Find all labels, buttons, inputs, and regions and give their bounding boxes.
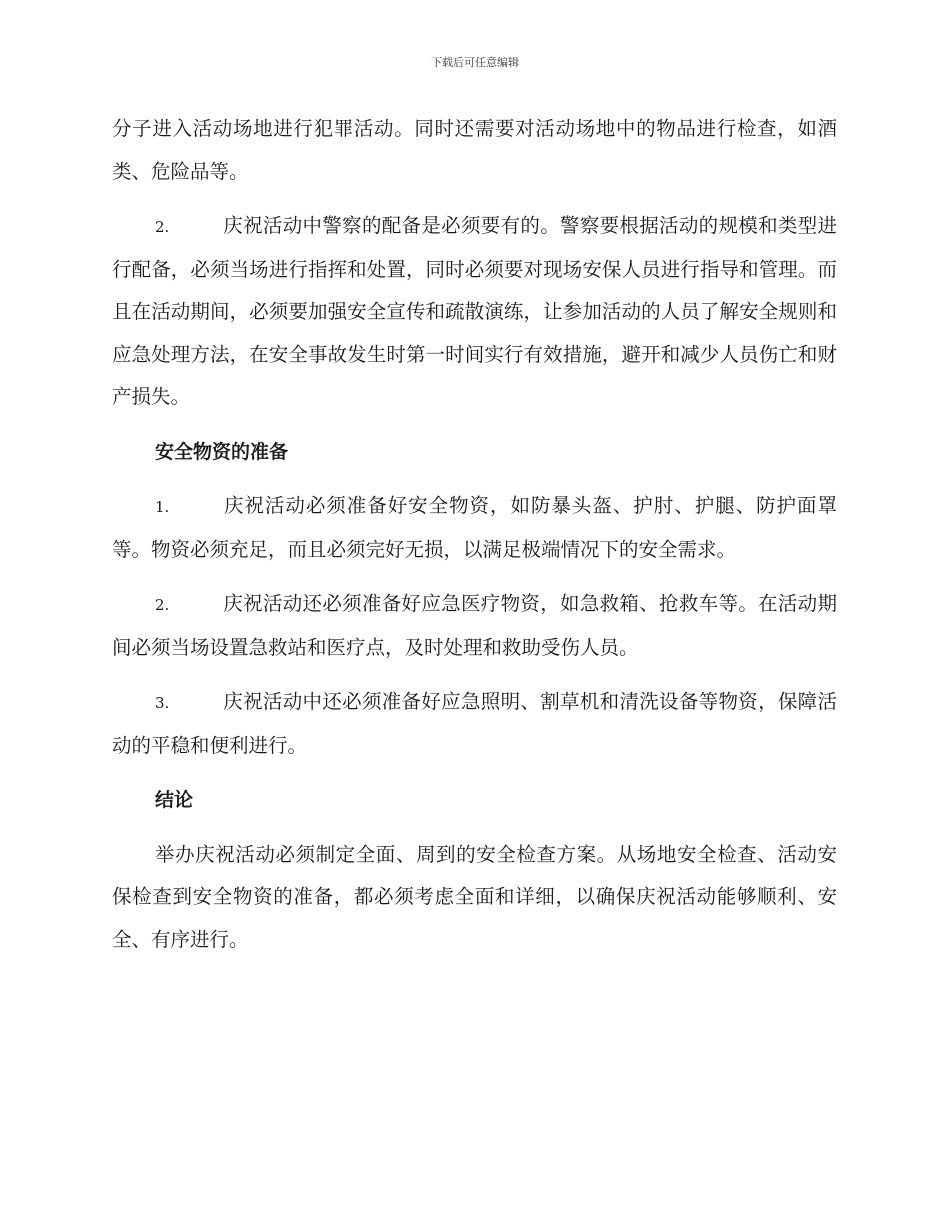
paragraph-continuation: 分子进入活动场地进行犯罪活动。同时还需要对活动场地中的物品进行检查，如酒类、危险品等。 [112, 117, 837, 183]
list-item-safety-supplies [112, 485, 837, 571]
document-body [112, 108, 837, 973]
list-number: 3. [155, 694, 170, 712]
section-heading-supplies: 安全物资的准备 [155, 440, 289, 463]
list-item-equipment [112, 681, 837, 767]
list-item-police [112, 205, 837, 419]
list-item-text: 庆祝活动中警察的配备是必须要有的。警察要根据活动的规模和类型进行配备，必须当场进行指挥和处置，同时必须要对现场安保人员进行指导和管理。而且在活动期间，必须要加强安全宣传和疏散演练，让参加活动的人员了解安全规则和应急处理方法，在安全事故发生时第一时间实行有效措施，避开和减少人员伤亡和财产损失。 [112, 214, 837, 408]
paragraph-conclusion: 举办庆祝活动必须制定全面、周到的安全检查方案。从场地安全检查、活动安保检查到安全物资的准备，都必须考虑全面和详细，以确保庆祝活动能够顺利、安全、有序进行。 [112, 842, 837, 951]
list-item-text: 庆祝活动必须准备好安全物资，如防暴头盔、护肘、护腿、防护面罩等。物资必须充足，而且必须完好无损，以满足极端情况下的安全需求。 [112, 494, 837, 561]
section-heading-conclusion: 结论 [155, 789, 194, 811]
list-item-medical-supplies [112, 583, 837, 669]
list-item-text: 庆祝活动还必须准备好应急医疗物资，如急救箱、抢救车等。在活动期间必须当场设置急救站和医疗点，及时处理和救助受伤人员。 [112, 592, 837, 659]
page-header: 下载后可任意编辑 [431, 56, 519, 69]
list-number: 2. [155, 596, 170, 614]
list-number: 1. [155, 498, 170, 516]
list-number: 2. [155, 218, 170, 236]
list-item-text: 庆祝活动中还必须准备好应急照明、割草机和清洗设备等物资，保障活动的平稳和便利进行。 [112, 690, 837, 757]
